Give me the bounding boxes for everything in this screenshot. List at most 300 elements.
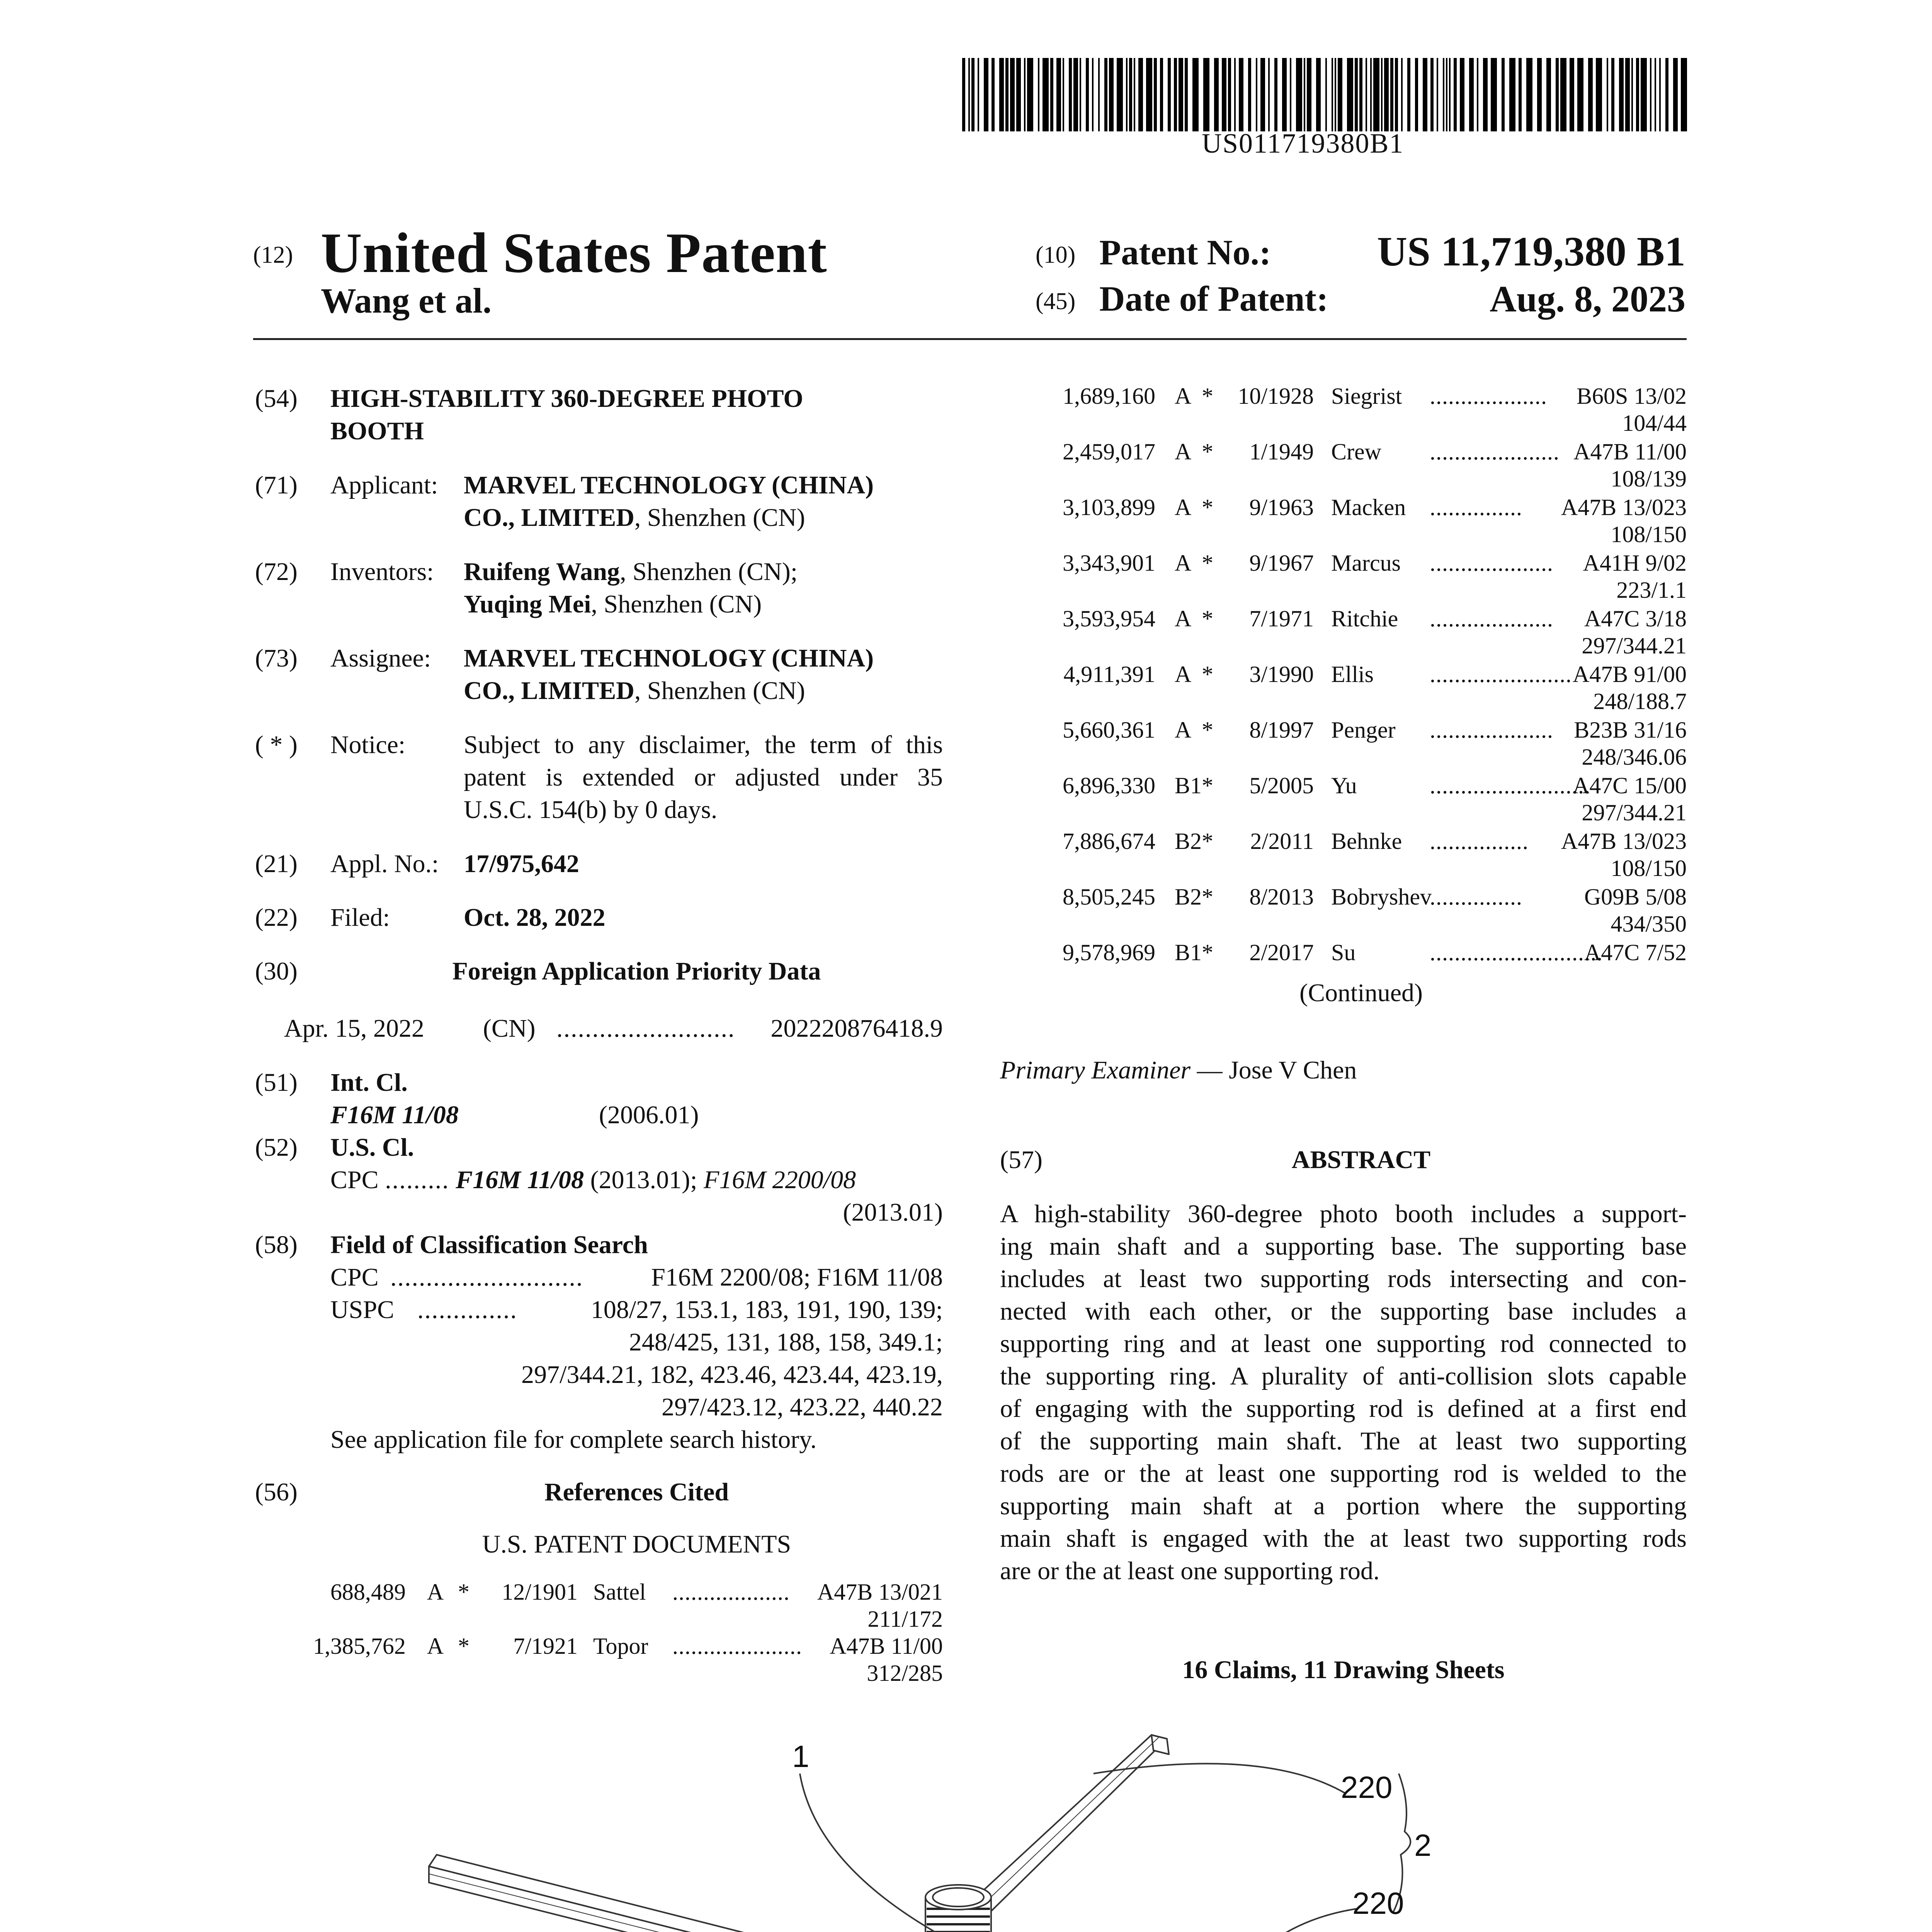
reference-star: *: [458, 1633, 469, 1659]
inventor-2-name: Yuqing Mei: [464, 590, 591, 618]
patent-no-code: (10): [1036, 242, 1076, 268]
inventor-2-location: , Shenzhen (CN): [591, 590, 762, 618]
barcode: [962, 58, 1692, 131]
reference-kind: B2: [1175, 884, 1202, 910]
title-code: (54): [255, 384, 298, 413]
uscl-cpc-line: [330, 1164, 856, 1196]
intcl-class: F16M 11/08: [330, 1101, 459, 1129]
barcode-bar: [1086, 58, 1089, 131]
barcode-bar: [1203, 58, 1209, 131]
barcode-bar: [1454, 58, 1457, 131]
abstract-line: rods are or the at least one supporting rod is welded to the: [1000, 1459, 1687, 1488]
abstract-line: A high-stability 360-degree photo booth includes a support-: [1000, 1200, 1687, 1228]
abstract-line: are or the at least one supporting rod.: [1000, 1557, 1380, 1585]
barcode-bar: [1384, 58, 1389, 131]
barcode-bar: [1625, 58, 1630, 131]
notice-line3: U.S.C. 154(b) by 0 days.: [464, 796, 718, 824]
barcode-bar: [1109, 58, 1114, 131]
barcode-bar: [1214, 58, 1219, 131]
leader-line-220-top: [1094, 1764, 1345, 1793]
reference-number: 7,886,674: [1063, 828, 1155, 854]
barcode-bar: [1316, 58, 1321, 131]
abstract-line: ing main shaft and a supporting base. The supporting base: [1000, 1232, 1687, 1260]
reference-date: 12/1901: [502, 1579, 578, 1605]
reference-class: A47C 15/00: [1572, 773, 1687, 798]
assignee-line1: MARVEL TECHNOLOGY (CHINA): [464, 644, 874, 672]
appl-number: 17/975,642: [464, 850, 579, 878]
reference-name: Siegrist: [1331, 383, 1402, 409]
reference-class: B23B 31/16: [1574, 717, 1687, 743]
reference-number: 9,578,969: [1063, 940, 1155, 965]
barcode-bar: [1332, 58, 1333, 131]
barcode-bar: [1126, 58, 1128, 131]
reference-name: Crew: [1331, 439, 1381, 464]
barcode-bar: [1631, 58, 1633, 131]
notice-code: ( * ): [255, 731, 298, 759]
barcode-bar: [1655, 58, 1656, 131]
barcode-bar: [1556, 58, 1559, 131]
applicant-company-suffix: CO., LIMITED: [464, 503, 634, 532]
barcode-bar: [1104, 58, 1107, 131]
reference-number: 8,505,245: [1063, 884, 1155, 910]
abstract-code: (57): [1000, 1146, 1043, 1174]
barcode-bar: [1401, 58, 1403, 131]
barcode-bar: [1069, 58, 1072, 131]
barcode-bar: [1098, 58, 1100, 131]
reference-dots: ...................: [1430, 383, 1547, 409]
reference-class: A47C 7/52: [1584, 940, 1687, 965]
barcode-bar: [1526, 58, 1532, 131]
barcode-bar: [1304, 58, 1305, 131]
appl-label: Appl. No.:: [330, 850, 439, 878]
field-uspc-label: USPC: [330, 1296, 395, 1324]
primary-examiner: [1000, 1054, 1357, 1087]
reference-number: 1,385,762: [313, 1633, 406, 1659]
barcode-bar: [984, 58, 988, 131]
uscl-year-2: (2013.01): [843, 1198, 943, 1226]
barcode-bar: [1611, 58, 1614, 131]
field-uspc-dots: ..............: [417, 1296, 517, 1324]
uscl-cpc-label: CPC: [330, 1166, 379, 1194]
reference-kind: A: [1175, 495, 1192, 520]
reference-number: 688,489: [330, 1579, 406, 1605]
reference-name: Yu: [1331, 773, 1357, 798]
reference-kind: A: [1175, 550, 1192, 576]
reference-kind: A: [1175, 717, 1192, 743]
header-divider: [253, 338, 1687, 340]
barcode-bar: [1222, 58, 1226, 131]
reference-class-secondary: 108/139: [1611, 466, 1687, 492]
intcl-label: Int. Cl.: [330, 1068, 408, 1097]
uscl-class-2: F16M 2200/08: [703, 1166, 856, 1194]
barcode-bar: [1080, 58, 1081, 131]
reference-dots: ...............: [1430, 884, 1522, 910]
barcode-bar: [1588, 58, 1593, 131]
reference-name: Penger: [1331, 717, 1396, 743]
reference-star: *: [1202, 884, 1213, 910]
abstract-line: of the supporting main shaft. The at least two supporting: [1000, 1427, 1687, 1455]
reference-kind: A: [1175, 439, 1192, 464]
barcode-bar: [1430, 58, 1434, 131]
reference-name: Sattel: [593, 1579, 646, 1605]
reference-number: 2,459,017: [1063, 439, 1155, 464]
reference-kind: A: [1175, 662, 1192, 687]
barcode-bar: [1179, 58, 1183, 131]
reference-name: Bobryshev: [1331, 884, 1432, 910]
reference-class-secondary: 211/172: [867, 1606, 943, 1632]
reference-kind: A: [427, 1633, 444, 1659]
inventor-1: [464, 556, 798, 588]
filed-code: (22): [255, 903, 298, 932]
applicant-line1: MARVEL TECHNOLOGY (CHINA): [464, 471, 874, 499]
patent-number: US 11,719,380 B1: [1377, 229, 1685, 275]
barcode-bar: [1390, 58, 1393, 131]
barcode-bar: [1607, 58, 1608, 131]
reference-star: *: [1202, 717, 1213, 743]
barcode-bar: [1268, 58, 1270, 131]
field-label: Field of Classification Search: [330, 1231, 648, 1259]
left-rod-member: [429, 1855, 954, 1932]
reference-number: 5,660,361: [1063, 717, 1155, 743]
barcode-bar: [1449, 58, 1451, 131]
barcode-bar: [1395, 58, 1398, 131]
field-code: (58): [255, 1231, 298, 1259]
reference-star: *: [1202, 495, 1213, 520]
reference-star: *: [1202, 662, 1213, 687]
barcode-bar: [1407, 58, 1410, 131]
foreign-date: Apr. 15, 2022: [284, 1014, 424, 1043]
barcode-bar: [1446, 58, 1447, 131]
barcode-bar: [1437, 58, 1438, 131]
barcode-bar: [1355, 58, 1358, 131]
barcode-bar: [1570, 58, 1574, 131]
invention-title-line2: BOOTH: [330, 417, 424, 445]
barcode-bar: [1560, 58, 1566, 131]
foreign-country: (CN): [483, 1014, 536, 1043]
reference-star: *: [1202, 383, 1213, 409]
barcode-bar: [1043, 58, 1049, 131]
reference-class: A47B 13/023: [1561, 495, 1687, 520]
reference-dots: ................: [1430, 828, 1529, 854]
barcode-bar: [1673, 58, 1678, 131]
intcl-year: (2006.01): [599, 1101, 699, 1129]
barcode-bar: [1665, 58, 1668, 131]
reference-date: 5/2005: [1249, 773, 1314, 798]
barcode-bar: [1509, 58, 1515, 131]
reference-class-secondary: 223/1.1: [1616, 577, 1687, 603]
foreign-title: Foreign Application Priority Data: [452, 957, 821, 985]
leader-line-220-bottom: [1194, 1909, 1356, 1932]
barcode-bar: [1338, 58, 1342, 131]
reference-class: A47B 13/023: [1561, 828, 1687, 854]
reference-kind: A: [1175, 606, 1192, 631]
reference-name: Ritchie: [1331, 606, 1398, 631]
barcode-bar: [1050, 58, 1053, 131]
date-label: Date of Patent:: [1099, 279, 1328, 318]
reference-star: *: [1202, 773, 1213, 798]
barcode-bar: [1027, 58, 1033, 131]
barcode-bar: [1641, 58, 1647, 131]
patent-date: Aug. 8, 2023: [1490, 278, 1685, 320]
barcode-bar: [1325, 58, 1327, 131]
reference-class: A41H 9/02: [1583, 550, 1687, 576]
field-cpc-dots: ...........................: [390, 1263, 583, 1291]
refs-subtitle: U.S. PATENT DOCUMENTS: [482, 1530, 791, 1558]
barcode-bar: [1469, 58, 1474, 131]
reference-class: A47B 11/00: [1573, 439, 1687, 464]
abstract-line: includes at least two supporting rods intersecting and con-: [1000, 1265, 1687, 1293]
abstract-line: main shaft is engaged with the at least two supporting rods: [1000, 1524, 1687, 1553]
notice-label: Notice:: [330, 731, 406, 759]
reference-class: B60S 13/02: [1576, 383, 1687, 409]
barcode-bar: [1519, 58, 1522, 131]
reference-class-secondary: 108/150: [1611, 522, 1687, 547]
reference-date: 9/1963: [1249, 495, 1314, 520]
reference-kind: B1: [1175, 940, 1202, 965]
inventor-1-name: Ruifeng Wang: [464, 558, 620, 586]
reference-class: A47B 91/00: [1572, 662, 1687, 687]
reference-star: *: [458, 1579, 469, 1605]
reference-dots: ..........................: [1430, 773, 1590, 798]
reference-class-secondary: 312/285: [867, 1660, 943, 1686]
reference-class: G09B 5/08: [1584, 884, 1687, 910]
foreign-code: (30): [255, 957, 298, 985]
barcode-bar: [1370, 58, 1372, 131]
barcode-bar: [1537, 58, 1542, 131]
barcode-number: US011719380B1: [1202, 128, 1404, 159]
abstract-line: supporting main shaft at a portion where the supporting: [1000, 1492, 1687, 1520]
assignee-location: , Shenzhen (CN): [634, 677, 805, 705]
barcode-bar: [1010, 58, 1015, 131]
filed-label: Filed:: [330, 903, 390, 932]
foreign-dots: .........................: [556, 1014, 735, 1043]
notice-line1: Subject to any disclaimer, the term of this: [464, 731, 943, 759]
barcode-bar: [1248, 58, 1251, 131]
figure-label-2: 2: [1414, 1828, 1432, 1862]
reference-class: A47B 13/021: [817, 1579, 943, 1605]
reference-number: 6,896,330: [1063, 773, 1155, 798]
abstract-line: of engaging with the supporting rod is defined at a first end: [1000, 1395, 1687, 1423]
barcode-bar: [1577, 58, 1583, 131]
reference-class-secondary: 108/150: [1611, 855, 1687, 881]
assignee-company-suffix: CO., LIMITED: [464, 677, 634, 705]
refs-code: (56): [255, 1478, 298, 1506]
barcode-bar: [1168, 58, 1171, 131]
reference-dots: ....................: [1430, 717, 1553, 743]
barcode-bar: [1185, 58, 1188, 131]
reference-class-secondary: 104/44: [1622, 410, 1687, 436]
uscl-label: U.S. Cl.: [330, 1133, 414, 1162]
barcode-bar: [1307, 58, 1311, 131]
barcode-bar: [1239, 58, 1243, 131]
invention-title-line1: HIGH-STABILITY 360-DEGREE PHOTO: [330, 384, 803, 413]
reference-dots: .....................: [1430, 439, 1560, 464]
barcode-bar: [1073, 58, 1078, 131]
reference-number: 3,103,899: [1063, 495, 1155, 520]
uscl-class-1: F16M 11/08: [456, 1166, 584, 1194]
reference-dots: ...................: [672, 1579, 790, 1605]
barcode-bar: [1546, 58, 1551, 131]
barcode-bar: [978, 58, 979, 131]
barcode-bar: [992, 58, 995, 131]
field-cpc-value: F16M 2200/08; F16M 11/08: [651, 1263, 943, 1291]
inventors-code: (72): [255, 558, 298, 586]
inventor-2: [464, 588, 762, 621]
barcode-bar: [1483, 58, 1488, 131]
reference-dots: ....................: [1430, 550, 1553, 576]
abstract-line: nected with each other, or the supporting base includes a: [1000, 1297, 1687, 1325]
reference-class-secondary: 297/344.21: [1582, 800, 1687, 825]
reference-name: Marcus: [1331, 550, 1401, 576]
field-cpc-label: CPC: [330, 1263, 379, 1291]
field-uspc-line3: 297/344.21, 182, 423.46, 423.44, 423.19,: [521, 1361, 943, 1389]
applicant-line2: [464, 502, 805, 534]
barcode-bar: [1063, 58, 1064, 131]
barcode-bar: [1477, 58, 1478, 131]
representative-figure: [406, 1716, 1526, 1932]
notice-line2: patent is extended or adjusted under 35: [464, 763, 943, 791]
reference-number: 3,343,901: [1063, 550, 1155, 576]
reference-kind: B1: [1175, 773, 1202, 798]
barcode-bar: [1016, 58, 1021, 131]
barcode-bar: [1282, 58, 1287, 131]
barcode-bar: [1296, 58, 1302, 131]
intcl-code: (51): [255, 1068, 298, 1097]
barcode-bar: [999, 58, 1004, 131]
inventor-1-location: , Shenzhen (CN);: [620, 558, 798, 586]
barcode-bar: [1174, 58, 1177, 131]
refs-continued: (Continued): [1299, 979, 1423, 1007]
barcode-bar: [1038, 58, 1039, 131]
barcode-bar: [1423, 58, 1427, 131]
barcode-bar: [1138, 58, 1143, 131]
barcode-bar: [1359, 58, 1362, 131]
assignee-line2: [464, 675, 805, 707]
reference-dots: ....................: [1430, 606, 1553, 631]
barcode-bar: [968, 58, 970, 131]
reference-star: *: [1202, 439, 1213, 464]
reference-class-secondary: 297/344.21: [1582, 633, 1687, 658]
date-code: (45): [1036, 288, 1076, 315]
claims-sheets: 16 Claims, 11 Drawing Sheets: [1182, 1656, 1505, 1684]
barcode-bar: [1335, 58, 1336, 131]
barcode-bar: [1366, 58, 1367, 131]
barcode-bar: [1092, 58, 1094, 131]
patent-no-label: Patent No.:: [1099, 233, 1271, 272]
barcode-bar: [1681, 58, 1687, 131]
reference-star: *: [1202, 606, 1213, 631]
barcode-bar: [1381, 58, 1383, 131]
reference-class-secondary: 248/188.7: [1593, 689, 1687, 714]
reference-name: Topor: [593, 1633, 648, 1659]
barcode-bar: [1154, 58, 1157, 131]
barcode-bar: [1347, 58, 1353, 131]
barcode-bar: [1443, 58, 1444, 131]
appl-code: (21): [255, 850, 298, 878]
barcode-bar: [1134, 58, 1135, 131]
field-uspc-line4: 297/423.12, 423.22, 440.22: [662, 1393, 943, 1421]
barcode-bar: [1234, 58, 1236, 131]
barcode-bar: [1129, 58, 1132, 131]
assignee-code: (73): [255, 644, 298, 672]
reference-date: 3/1990: [1249, 662, 1314, 687]
figure-label-220-bottom: 220: [1352, 1886, 1404, 1920]
examiner-label: Primary Examiner: [1000, 1056, 1191, 1084]
barcode-bar: [1228, 58, 1231, 131]
applicant-location: , Shenzhen (CN): [634, 503, 805, 532]
barcode-bar: [971, 58, 975, 131]
barcode-bar: [1460, 58, 1464, 131]
foreign-number: 202220876418.9: [770, 1014, 943, 1043]
reference-star: *: [1202, 940, 1213, 965]
applicant-label: Applicant:: [330, 471, 438, 499]
barcode-bar: [1005, 58, 1009, 131]
uscl-code: (52): [255, 1133, 298, 1162]
barcode-bar: [1260, 58, 1265, 131]
inventors-short: Wang et al.: [321, 281, 492, 320]
barcode-bar: [1192, 58, 1199, 131]
reference-class-secondary: 434/350: [1611, 911, 1687, 937]
reference-class-secondary: 248/346.06: [1582, 744, 1687, 770]
uscl-dots: .........: [385, 1166, 449, 1194]
barcode-bar: [1290, 58, 1291, 131]
barcode-bar: [1650, 58, 1651, 131]
barcode-bar: [1373, 58, 1379, 131]
reference-class: A47C 3/18: [1584, 606, 1687, 631]
refs-title: References Cited: [544, 1478, 729, 1506]
abstract-title: ABSTRACT: [1291, 1146, 1431, 1174]
examiner-separator: —: [1190, 1056, 1229, 1084]
reference-date: 2/2017: [1249, 940, 1314, 965]
barcode-bar: [1502, 58, 1505, 131]
reference-date: 9/1967: [1249, 550, 1314, 576]
reference-kind: A: [427, 1579, 444, 1605]
reference-dots: ............................: [1430, 940, 1603, 965]
field-uspc-line2: 248/425, 131, 188, 158, 349.1;: [629, 1328, 943, 1356]
reference-dots: .....................: [672, 1633, 802, 1659]
reference-number: 4,911,391: [1063, 662, 1155, 687]
barcode-graphic: [962, 58, 1692, 131]
reference-date: 8/1997: [1249, 717, 1314, 743]
barcode-bar: [1636, 58, 1639, 131]
figure-label-220-top: 220: [1341, 1770, 1393, 1804]
barcode-bar: [1256, 58, 1257, 131]
inventors-label: Inventors:: [330, 558, 434, 586]
filed-date: Oct. 28, 2022: [464, 903, 605, 932]
reference-name: Ellis: [1331, 662, 1374, 687]
reference-name: Su: [1331, 940, 1356, 965]
reference-kind: A: [1175, 383, 1192, 409]
reference-name: Macken: [1331, 495, 1406, 520]
examiner-name: Jose V Chen: [1229, 1056, 1357, 1084]
abstract-line: supporting ring and at least one supporting rod connected to: [1000, 1330, 1687, 1358]
uscl-year-1: (2013.01);: [584, 1166, 704, 1194]
field-note: See application file for complete search history.: [330, 1425, 817, 1454]
reference-number: 1,689,160: [1063, 383, 1155, 409]
reference-star: *: [1202, 550, 1213, 576]
barcode-bar: [1056, 58, 1061, 131]
barcode-bar: [962, 58, 965, 131]
barcode-bar: [1024, 58, 1026, 131]
barcode-bar: [1659, 58, 1661, 131]
reference-number: 3,593,954: [1063, 606, 1155, 631]
reference-star: *: [1202, 828, 1213, 854]
reference-class: A47B 11/00: [830, 1633, 943, 1659]
reference-dots: ...............: [1430, 495, 1522, 520]
reference-dots: .......................: [1430, 662, 1572, 687]
figure-label-1: 1: [792, 1739, 810, 1774]
barcode-bar: [1415, 58, 1418, 131]
